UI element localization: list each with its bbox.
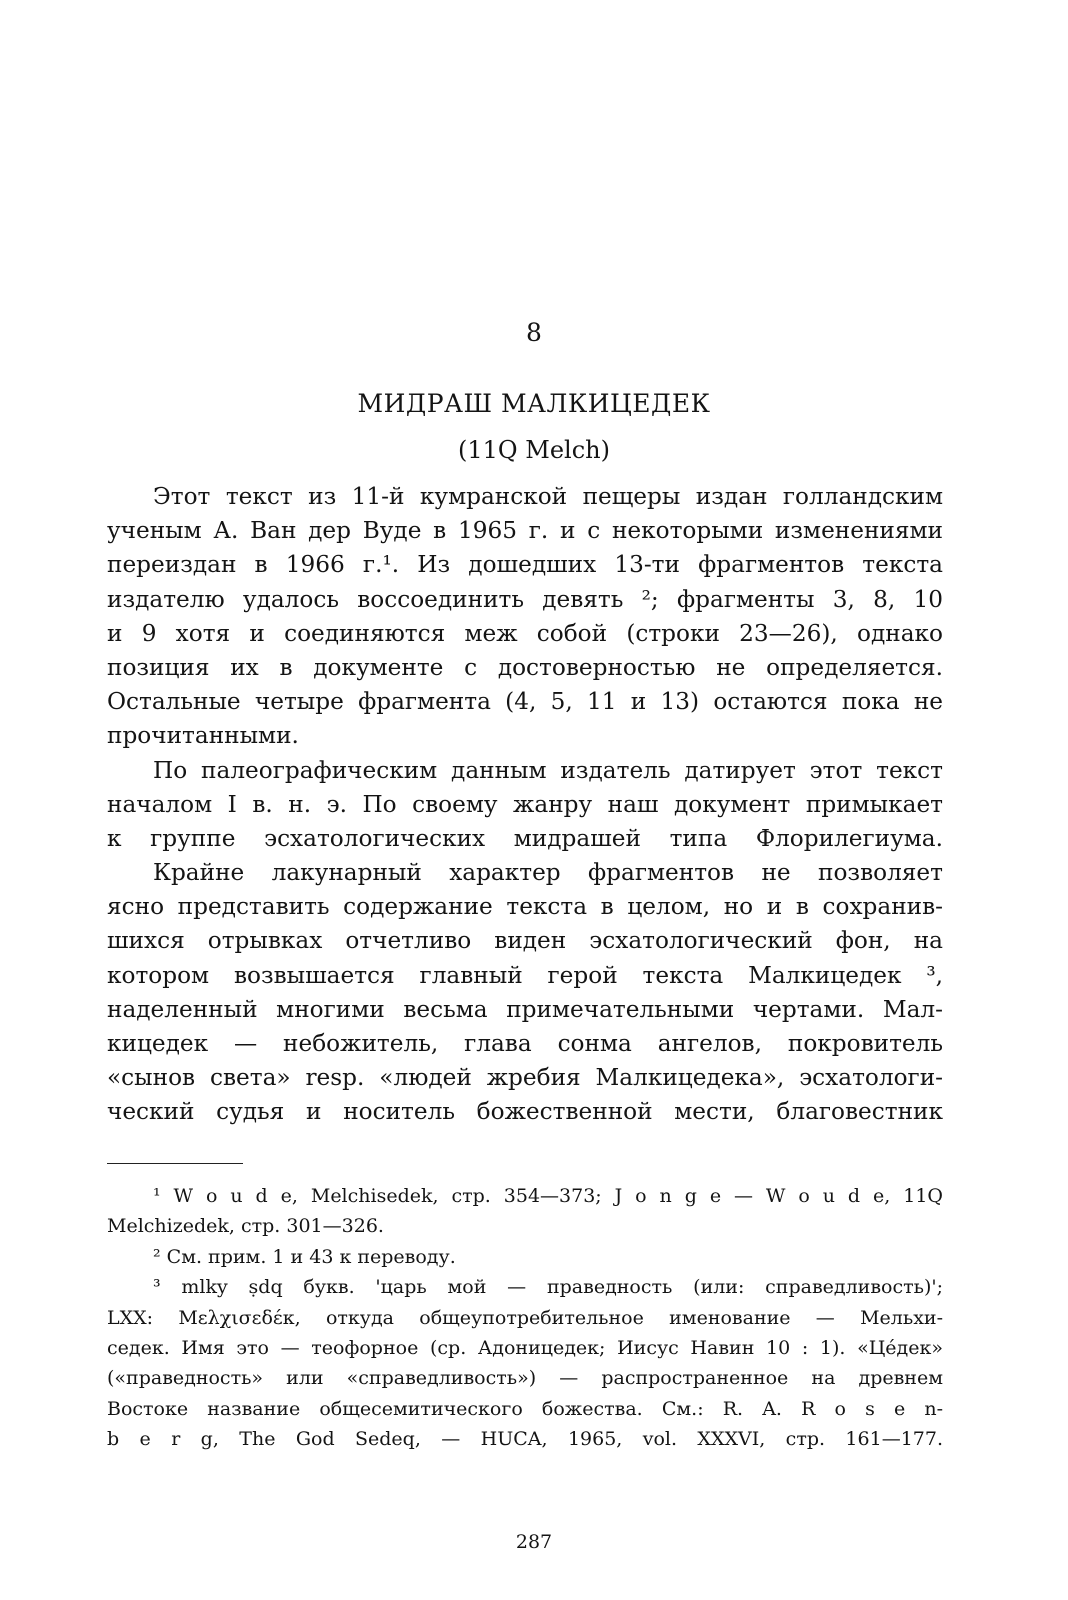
paragraph-1-line-5: и 9 хотя и соединяются меж собой (строки 23—26), однако [107,619,943,647]
footnote-3-line-2: LXX: Μελχισεδέκ, откуда общеупотребительное именование — Мельхи- [107,1306,943,1329]
footnote-3-line-1: ³ mlky ṣdq букв. 'царь мой — праведность (или: справедливость)'; [153,1276,943,1299]
footnote-2-line-1: ² См. прим. 1 и 43 к переводу. [153,1245,456,1268]
footnote-3-line-3: седек. Имя это — теофорное (ср. Адоницедек; Иисус Навин 10 : 1). «Цéдек» [107,1336,943,1359]
paragraph-3-line-6: кицедек — небожитель, глава сонма ангелов, покровитель [107,1030,943,1057]
paragraph-3-line-7: «сынов света» resp. «людей жребия Малкицедека», эсхатологи- [107,1064,943,1092]
paragraph-3-line-1: Крайне лакунарный характер фрагментов не позволяет [153,859,943,887]
chapter-title: МИДРАШ МАЛКИЦЕДЕК [357,389,711,418]
footnotes [107,1181,943,1455]
paragraph-1-line-4: издателю удалось воссоединить девять ²; фрагменты 3, 8, 10 [107,585,943,613]
paragraph-3-line-4: котором возвышается главный герой текста Малкицедек ³, [107,961,943,989]
footnote-3-line-6: b e r g, The God Sedeq, — HUCA, 1965, vol. XXXVI, стр. 161—177. [107,1428,943,1451]
paragraph-1-line-7: Остальные четыре фрагмента (4, 5, 11 и 13) остаются пока не [107,688,943,716]
paragraph-1-line-2: ученым А. Ван дер Вуде в 1965 г. и с некоторыми изменениями [107,517,943,545]
paragraph-3-line-3: шихся отрывках отчетливо виден эсхатологический фон, на [107,927,943,955]
paragraph-1-line-1: Этот текст из 11-й кумранской пещеры издан голландским [153,483,943,510]
paragraph-3-line-2: ясно представить содержание текста в целом, но и в сохранив- [107,893,943,921]
footnote-3-line-4: («праведность» или «справедливость») — распространенное на древнем [107,1367,943,1390]
chapter-subtitle: (11Q Melch) [458,436,610,464]
chapter-number: 8 [526,318,542,347]
page-number: 287 [515,1531,553,1553]
paragraph-1-line-3: переиздан в 1966 г.¹. Из дошедших 13-ти фрагментов текста [107,551,943,579]
paragraph-3-line-5: наделенный многими весьма примечательными чертами. Мал- [107,995,943,1023]
paragraph-3-line-8: ческий судья и носитель божественной мести, благовестник [107,1098,943,1126]
paragraph-2-line-3: к группе эсхатологических мидрашей типа Флорилегиума. [107,824,943,852]
footnote-1-line-2: Melchizedek, стр. 301—326. [107,1215,384,1238]
paragraph-1-line-6: позиция их в документе с достоверностью не определяется. [107,653,943,681]
paragraph-2-line-2: началом I в. н. э. По своему жанру наш документ примыкает [107,790,943,818]
footnote-3-line-5: Востоке название общесемитического божества. См.: R. A. R o s e n- [107,1397,943,1420]
footnote-divider [107,1163,243,1164]
paragraph-1-line-8: прочитанными. [107,722,299,750]
footnote-1-line-1: ¹ W o u d e, Melchisedek, стр. 354—373; J o n g e — W o u d e, 11Q [153,1185,943,1207]
body-text [107,480,943,1130]
paragraph-2-line-1: По палеографическим данным издатель датирует этот текст [153,756,943,784]
